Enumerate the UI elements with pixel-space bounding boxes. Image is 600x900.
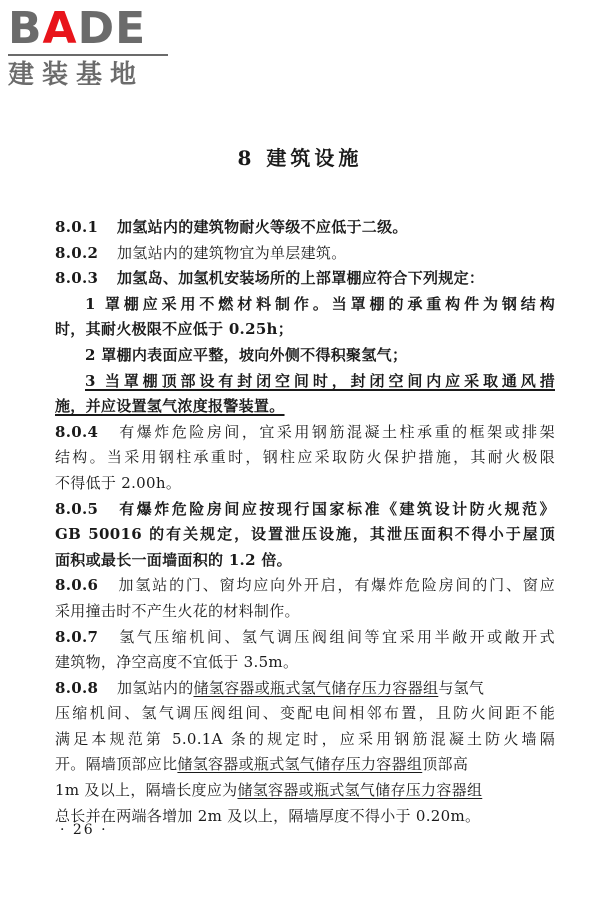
clause-8-0-6-line-1: 8.0.6 加氢站的门、窗均应向外开启，有爆炸危险房间的门、窗应 <box>55 576 555 595</box>
clause-8-0-1: 8.0.1 加氢站内的建筑物耐火等级不应低于二级。 <box>55 218 408 236</box>
page-number: · 26 · <box>60 822 108 838</box>
clause-8-0-8-line-3: 满足本规范第 5.0.1A 条的规定时，应采用钢筋混凝土防火墙隔 <box>55 729 555 748</box>
logo-subtitle: 建装基地 <box>8 60 145 90</box>
clause-8-0-8-line-5: 1m 及以上，隔墙长度应为储氢容器或瓶式氢气储存压力容器组 <box>55 781 483 800</box>
chapter-title: 8 建筑设施 <box>237 146 363 170</box>
clause-8-0-3-item-1-line-2: 时，其耐火极限不应低于 0.25h； <box>55 320 294 339</box>
clause-8-0-4-line-2: 结构。当采用钢柱承重时，钢柱应采取防火保护措施，其耐火极限 <box>55 448 555 467</box>
clause-8-0-3-item-1-line-1: 1 罩棚应采用不燃材料制作。当罩棚的承重构件为钢结构 <box>85 294 555 313</box>
clause-8-0-3: 8.0.3 加氢岛、加氢机安装场所的上部罩棚应符合下列规定： <box>55 269 485 288</box>
clause-8-0-2: 8.0.2 加氢站内的建筑物宜为单层建筑。 <box>55 243 347 262</box>
logo-wordmark: BADE <box>8 3 147 54</box>
clause-8-0-7-line-1: 8.0.7 氢气压缩机间、氢气调压阀组间等宜采用半敞开或敞开式 <box>55 627 555 646</box>
clause-list <box>55 215 555 829</box>
clause-8-0-5-line-3: 面积或最长一面墙面积的 1.2 倍。 <box>55 550 292 569</box>
clause-8-0-6-line-2: 采用撞击时不产生火花的材料制作。 <box>55 601 300 620</box>
clause-8-0-3-item-3-line-2: 施，并应设置氢气浓度报警装置。 <box>55 397 285 416</box>
clause-8-0-8-line-1: 8.0.8 加氢站内的储氢容器或瓶式氢气储存压力容器组与氢气 <box>55 678 485 697</box>
clause-8-0-7-line-2: 建筑物，净空高度不宜低于 3.5m。 <box>55 653 299 672</box>
clause-8-0-5-line-1: 8.0.5 有爆炸危险房间应按现行国家标准《建筑设计防火规范》 <box>55 499 555 518</box>
clause-8-0-5-line-2: GB 50016 的有关规定，设置泄压设施，其泄压面积不得小于屋顶 <box>55 525 555 544</box>
logo-rule <box>8 54 168 56</box>
clause-8-0-4-line-3: 不得低于 2.00h。 <box>55 473 182 492</box>
bade-logo <box>8 3 178 90</box>
clause-8-0-8-line-4: 开。隔墙顶部应比储氢容器或瓶式氢气储存压力容器组顶部高 <box>55 755 469 774</box>
clause-8-0-3-item-2: 2 罩棚内表面应平整，坡向外侧不得积聚氢气； <box>85 345 408 364</box>
clause-8-0-4-line-1: 8.0.4 有爆炸危险房间，宜采用钢筋混凝土柱承重的框架或排架 <box>55 422 555 441</box>
clause-8-0-8-line-2: 压缩机间、氢气调压阀组间、变配电间相邻布置，且防火间距不能 <box>55 704 555 723</box>
clause-8-0-8-line-6: 总长并在两端各增加 2m 及以上，隔墙厚度不得小于 0.20m。 <box>55 806 481 825</box>
clause-8-0-3-item-3-line-1: 3 当罩棚顶部设有封闭空间时，封闭空间内应采取通风措 <box>85 371 555 390</box>
